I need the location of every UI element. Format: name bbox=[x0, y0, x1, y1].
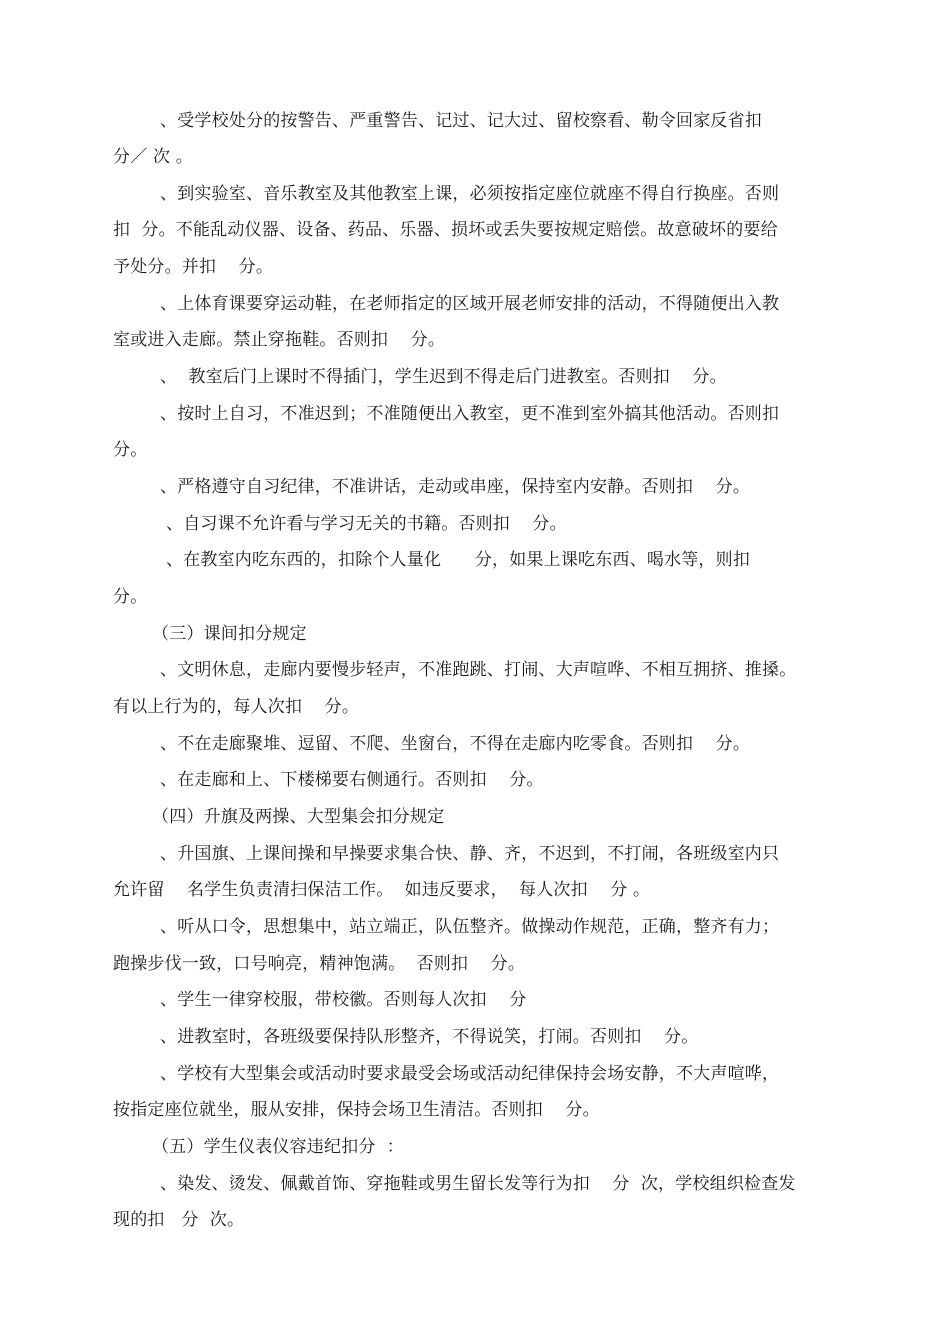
text-line: 、文明休息，走廊内要慢步轻声，不准跑跳、打闹、大声喧哗、不相互拥挤、推搡。 bbox=[160, 660, 797, 680]
text-line: 分。 bbox=[113, 440, 148, 460]
text-line: 、学生一律穿校服，带校徽。否则每人次扣 分 bbox=[160, 990, 527, 1010]
text-line: 跑操步伐一致，口号响亮，精神饱满。 否则扣 分。 bbox=[113, 954, 526, 974]
text-line: 扣 分。不能乱动仪器、设备、药品、乐器、损坏或丢失要按规定赔偿。故意破坏的要给 bbox=[113, 220, 778, 240]
text-line: 、 教室后门上课时不得插门，学生迟到不得走后门进教室。否则扣 分。 bbox=[160, 367, 727, 387]
text-line: 、听从口令，思想集中，站立端正，队伍整齐。做操动作规范，正确，整齐有力； bbox=[160, 917, 780, 937]
text-line: 分／ 次 。 bbox=[113, 147, 194, 167]
text-line: 、到实验室、音乐教室及其他教室上课，必须按指定座位就座不得自行换座。否则 bbox=[160, 184, 780, 204]
text-line: 现的扣 分 次。 bbox=[113, 1210, 245, 1230]
text-line: 予处分。并扣 分。 bbox=[113, 257, 274, 277]
text-line: 、进教室时，各班级要保持队形整齐，不得说笑，打闹。否则扣 分。 bbox=[160, 1027, 699, 1047]
text-line: 、升国旗、上课间操和早操要求集合快、静、齐，不迟到，不打闹，各班级室内只 bbox=[160, 844, 780, 864]
section-heading: （三）课间扣分规定 bbox=[152, 624, 307, 644]
section-heading: （五）学生仪表仪容违纪扣分 ： bbox=[152, 1137, 405, 1157]
text-line: 、染发、烫发、佩戴首饰、穿拖鞋或男生留长发等行为扣 分 次，学校组织检查发 bbox=[160, 1174, 796, 1194]
text-line: 、按时上自习，不准迟到；不准随便出入教室，更不准到室外搞其他活动。否则扣 bbox=[160, 404, 780, 424]
text-line: 按指定座位就坐，服从安排，保持会场卫生清洁。否则扣 分。 bbox=[113, 1100, 600, 1120]
text-line: 有以上行为的，每人次扣 分。 bbox=[113, 697, 360, 717]
text-line: 、自习课不允许看与学习无关的书籍。否则扣 分。 bbox=[166, 514, 567, 534]
text-line: 、学校有大型集会或活动时要求最受会场或活动纪律保持会场安静，不大声喧哗， bbox=[160, 1064, 780, 1084]
text-line: 、受学校处分的按警告、严重警告、记过、记大过、留校察看、勒令回家反省扣 bbox=[160, 111, 762, 131]
text-line: 允许留 名学生负责清扫保洁工作。 如违反要求， 每人次扣 分 。 bbox=[113, 880, 651, 900]
section-heading: （四）升旗及两操、大型集会扣分规定 bbox=[152, 807, 445, 827]
text-line: 、严格遵守自习纪律，不准讲话，走动或串座，保持室内安静。否则扣 分。 bbox=[160, 477, 751, 497]
text-line: 、不在走廊聚堆、逗留、不爬、坐窗台，不得在走廊内吃零食。否则扣 分。 bbox=[160, 734, 751, 754]
text-line: 、上体育课要穿运动鞋，在老师指定的区域开展老师安排的活动，不得随便出入教 bbox=[160, 294, 780, 314]
text-line: 分。 bbox=[113, 587, 148, 607]
text-line: 室或进入走廊。禁止穿拖鞋。否则扣 分。 bbox=[113, 330, 446, 350]
text-line: 、在走廊和上、下楼梯要右侧通行。否则扣 分。 bbox=[160, 770, 544, 790]
text-line: 、在教室内吃东西的，扣除个人量化 分，如果上课吃东西、喝水等，则扣 bbox=[166, 550, 751, 570]
